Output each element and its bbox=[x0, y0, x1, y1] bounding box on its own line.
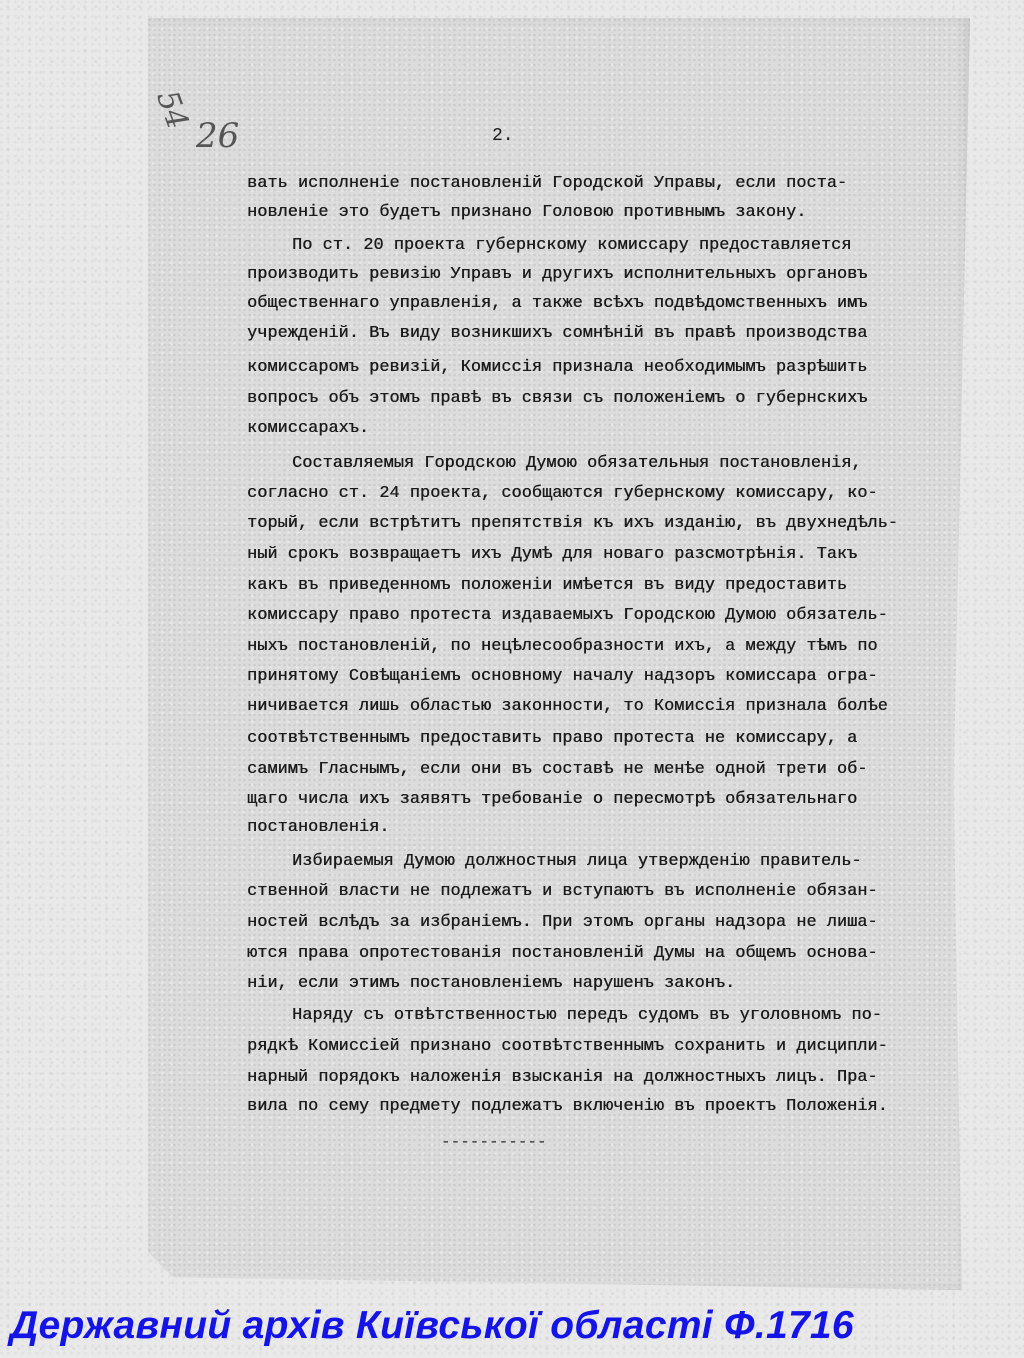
handwritten-archive-number: 54 bbox=[149, 86, 196, 134]
text-line: вопросъ объ этомъ правѣ въ связи съ положеніемъ о губернскихъ bbox=[247, 389, 868, 408]
text-line: самимъ Гласнымъ, если они въ составѣ не менѣе одной трети об- bbox=[247, 760, 868, 779]
text-line: вила по сему предмету подлежатъ включенію въ проектъ Положенія. bbox=[247, 1097, 888, 1116]
text-line: ныхъ постановленій, по нецѣлесообразности ихъ, а между тѣмъ по bbox=[247, 637, 878, 656]
text-line: ственной власти не подлежатъ и вступаютъ въ исполненіе обязан- bbox=[247, 882, 878, 901]
text-line: По ст. 20 проекта губернскому комиссару предоставляется bbox=[292, 236, 852, 255]
text-line: принятому Совѣщаніемъ основному началу надзоръ комиссара огра- bbox=[247, 667, 878, 686]
text-line: торый, если встрѣтитъ препятствія къ ихъ изданію, въ двухнедѣль- bbox=[247, 514, 898, 533]
text-line: постановленія. bbox=[247, 818, 390, 837]
handwritten-sheet-number: 26 bbox=[196, 116, 240, 156]
text-line: ностей вслѣдъ за избраніемъ. При этомъ органы надзора не лиша- bbox=[247, 913, 878, 932]
text-line: щаго числа ихъ заявятъ требованіе о пересмотрѣ обязательнаго bbox=[247, 790, 858, 809]
text-line: учрежденій. Въ виду возникшихъ сомнѣній въ правѣ производства bbox=[247, 324, 868, 343]
archive-caption: Державний архів Київської області Ф.1716 bbox=[10, 1304, 854, 1347]
text-line: соотвѣтственнымъ предоставить право протеста не комиссару, а bbox=[247, 729, 858, 748]
text-line: рядкѣ Комиссіей признано соотвѣтственнымъ сохранить и дисципли- bbox=[247, 1037, 888, 1056]
text-line: Составляемыя Городскою Думою обязательныя постановленія, bbox=[292, 454, 862, 473]
end-separator: ----------- bbox=[441, 1133, 547, 1151]
text-line: вать исполненіе постановленій Городской Управы, если поста- bbox=[247, 174, 848, 193]
text-line: производить ревизію Управъ и другихъ исполнительныхъ органовъ bbox=[247, 265, 868, 284]
text-line: ничивается лишь областью законности, то Комиссія признала болѣе bbox=[247, 697, 888, 716]
text-line: Избираемыя Думою должностныя лица утвержденію правитель- bbox=[292, 852, 862, 871]
text-line: Наряду съ отвѣтственностью передъ судомъ въ уголовномъ по- bbox=[292, 1006, 882, 1025]
text-line: ный срокъ возвращаетъ ихъ Думѣ для новаго разсмотрѣнія. Такъ bbox=[247, 545, 858, 564]
text-line: нарный порядокъ наложенія взысканія на должностныхъ лицъ. Пра- bbox=[247, 1068, 878, 1087]
text-line: комиссарахъ. bbox=[247, 419, 370, 438]
text-line: общественнаго управленія, а также всѣхъ подвѣдомственныхъ имъ bbox=[247, 294, 868, 313]
text-line: комиссаромъ ревизій, Комиссія признала необходимымъ разрѣшить bbox=[247, 358, 868, 377]
text-line: новленіе это будетъ признано Головою противнымъ закону. bbox=[247, 203, 807, 222]
text-line: согласно ст. 24 проекта, сообщаются губернскому комиссару, ко- bbox=[247, 484, 878, 503]
page-number: 2. bbox=[492, 126, 514, 146]
text-line: ніи, если этимъ постановленіемъ нарушенъ законъ. bbox=[247, 974, 736, 993]
text-line: какъ въ приведенномъ положеніи имѣется въ виду предоставить bbox=[247, 576, 848, 595]
text-line: комиссару право протеста издаваемыхъ Городскою Думою обязатель- bbox=[247, 606, 888, 625]
text-line: ются права опротестованія постановленій Думы на общемъ основа- bbox=[247, 944, 878, 963]
